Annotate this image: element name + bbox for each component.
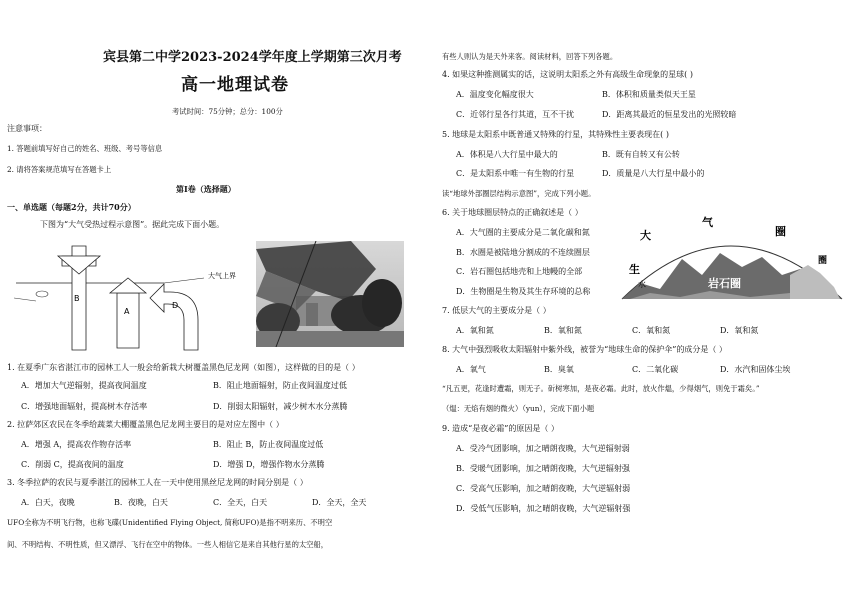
q5-option-b[interactable]: B．既有自转又有公转 bbox=[602, 150, 680, 159]
q4-option-c[interactable]: C．近邻行星各行其道，互不干扰 bbox=[456, 110, 575, 119]
q5-option-d[interactable]: D．质量是八大行星中最小的 bbox=[602, 169, 705, 178]
q4-option-b[interactable]: B．体积和质量类似天王星 bbox=[602, 90, 696, 99]
q9-option-b[interactable]: B．受暖气团影响，加之晴朗夜晚，大气逆辐射强 bbox=[456, 464, 630, 473]
q8-option-b[interactable]: B．臭氧 bbox=[544, 365, 574, 374]
q3-option-d[interactable]: D．全天，全天 bbox=[312, 498, 367, 507]
ufo-intro-line: UFO全称为不明飞行物，也称飞碟(Unidentified Flying Object, 简称UFO)是指不明来历、不明空 bbox=[7, 518, 333, 527]
label-sheng: 生 bbox=[629, 263, 640, 276]
q7-stem: 7. 低层大气的主要成分是（ ） bbox=[442, 306, 551, 315]
q9-option-c[interactable]: C．受高气压影响，加之晴朗夜晚，大气逆辐射弱 bbox=[456, 484, 631, 493]
q4-stem: 4. 如果这种推测属实的话，这说明太阳系之外有高级生命现象的星球( ) bbox=[442, 70, 693, 79]
exam-title: 宾县第二中学2023-2024学年度上学期第三次月考 bbox=[103, 50, 402, 65]
label-atmosphere-top: 大气上界 bbox=[208, 272, 236, 280]
arrow-a bbox=[117, 293, 139, 348]
poem-line: （煴：无焰有烟的微火）（yun），完成下面小题 bbox=[442, 404, 595, 413]
label-d: D bbox=[172, 301, 179, 310]
label-a: A bbox=[124, 307, 130, 316]
q9-option-d[interactable]: D．受低气压影响，加之晴朗夜晚，大气逆辐射强 bbox=[456, 504, 631, 513]
mc-heading: 一、单选题（每题2分，共计70分） bbox=[7, 202, 136, 212]
q7-option-c[interactable]: C．氧和氮 bbox=[632, 326, 671, 335]
q9-option-a[interactable]: A．受冷气团影响，加之晴朗夜晚，大气逆辐射弱 bbox=[456, 444, 630, 453]
q8-stem: 8. 大气中强烈吸收太阳辐射中紫外线，被誉为“地球生命的保护伞”的成分是（ ） bbox=[442, 345, 727, 354]
q5-stem: 5. 地球是太阳系中既普通又特殊的行星，其特殊性主要表现在( ) bbox=[442, 130, 669, 139]
q6-option-c[interactable]: C．岩石圈包括地壳和上地幔的全部 bbox=[456, 267, 583, 276]
q7-option-d[interactable]: D．氧和氮 bbox=[720, 326, 759, 335]
atmosphere-heating-diagram bbox=[14, 238, 249, 353]
q2-stem: 2. 拉萨郊区农民在冬季给蔬菜大棚覆盖黑色尼龙网主要目的是对应左图中（ ） bbox=[7, 420, 284, 429]
q4-option-d[interactable]: D．距离其最近的恒星发出的光照较暗 bbox=[602, 110, 737, 119]
arrow-a-head bbox=[110, 278, 146, 293]
ufo-intro-line: 间、不明结构、不明性质，但又漂浮、飞行在空中的物体。一些人相信它是来自其他行星的太空船， bbox=[7, 540, 329, 549]
q2-option-a[interactable]: A．增强 A，提高农作物存活率 bbox=[21, 440, 132, 449]
label-rock: 岩石圈 bbox=[708, 277, 741, 290]
q1-option-d[interactable]: D．削弱太阳辐射，减少树木水分蒸腾 bbox=[213, 402, 348, 411]
q9-stem: 9. 造成“是夜必霜”的原因是（ ） bbox=[442, 424, 559, 433]
q8-option-a[interactable]: A．氧气 bbox=[456, 365, 486, 374]
note-item: 1. 答题前填写好自己的姓名、班级、考号等信息 bbox=[7, 144, 163, 153]
arrow-d bbox=[150, 284, 198, 350]
sphere-intro: 读“地球外部圈层结构示意图”，完成下列小题。 bbox=[442, 189, 596, 198]
earth-spheres-diagram bbox=[620, 213, 850, 303]
q1-option-c[interactable]: C．增强地面辐射，提高树木存活率 bbox=[21, 402, 148, 411]
label-b: B bbox=[74, 294, 80, 303]
q6-option-b[interactable]: B．水圈是被陆地分割成的不连续圈层 bbox=[456, 248, 590, 257]
q1-stem: 1. 在夏季广东省湛江市的园林工人一般会给新栽大树覆盖黑色尼龙网（如图），这样做的目的是（ ） bbox=[7, 363, 360, 372]
ufo-intro-line: 有些人则认为是天外来客。阅读材料，回答下列各题。 bbox=[442, 52, 618, 61]
q4-option-a[interactable]: A．温度变化幅度很大 bbox=[456, 90, 534, 99]
q6-stem: 6. 关于地球圈层特点的正确叙述是（ ） bbox=[442, 208, 583, 217]
note-item: 2. 请将答案规范填写在答题卡上 bbox=[7, 165, 112, 174]
figure-intro: 下图为“大气受热过程示意图”。据此完成下面小题。 bbox=[40, 220, 225, 229]
q1-option-a[interactable]: A．增加大气逆辐射，提高夜间温度 bbox=[21, 381, 147, 390]
q2-option-d[interactable]: D．增强 D，增强作物水分蒸腾 bbox=[213, 460, 325, 469]
q8-option-d[interactable]: D．水汽和固体尘埃 bbox=[720, 365, 791, 374]
exam-meta: 考试时间：75分钟；总分：100分 bbox=[172, 107, 283, 116]
q8-option-c[interactable]: C．二氧化碳 bbox=[632, 365, 679, 374]
q3-option-c[interactable]: C．全天，白天 bbox=[213, 498, 268, 507]
label-quan2: 圈 bbox=[818, 256, 828, 266]
q6-option-d[interactable]: D．生物圈是生物及其生存环境的总称 bbox=[456, 287, 591, 296]
net-photo bbox=[256, 241, 404, 347]
label-da: 大 bbox=[640, 229, 651, 242]
poem-line: “凡五更，花逢时遭霜，则无子。斫树寒加，是夜必霜。此时，放火作煴，少得烟气，则免于霜矣。” bbox=[442, 384, 760, 393]
q2-option-c[interactable]: C．削弱 C，提高夜间的温度 bbox=[21, 460, 124, 469]
q3-option-b[interactable]: B．夜晚，白天 bbox=[114, 498, 168, 507]
label-shui: 水 bbox=[638, 280, 646, 289]
q2-option-b[interactable]: B．阻止 B，防止夜间温度过低 bbox=[213, 440, 324, 449]
q6-option-a[interactable]: A．大气圈的主要成分是二氧化碳和氮 bbox=[456, 228, 590, 237]
q7-option-b[interactable]: B．氧和氮 bbox=[544, 326, 582, 335]
q7-option-a[interactable]: A．氧和氮 bbox=[456, 326, 494, 335]
q3-stem: 3. 冬季拉萨的农民与夏季湛江的园林工人在一天中使用黑丝尼龙网的时间分别是（ ） bbox=[7, 478, 308, 487]
part-title: 第Ⅰ卷（选择题） bbox=[176, 184, 236, 194]
notes-heading: 注意事项： bbox=[7, 124, 47, 133]
q5-option-c[interactable]: C．是太阳系中唯一有生物的行星 bbox=[456, 169, 575, 178]
subject-title: 高一地理试卷 bbox=[181, 75, 289, 95]
label-qi: 气 bbox=[702, 216, 713, 229]
q1-option-b[interactable]: B．阻止地面辐射，防止夜间温度过低 bbox=[213, 381, 347, 390]
q5-option-a[interactable]: A．体积是八大行星中最大的 bbox=[456, 150, 558, 159]
label-quan: 圈 bbox=[775, 225, 786, 238]
q3-option-a[interactable]: A．白天，夜晚 bbox=[21, 498, 75, 507]
